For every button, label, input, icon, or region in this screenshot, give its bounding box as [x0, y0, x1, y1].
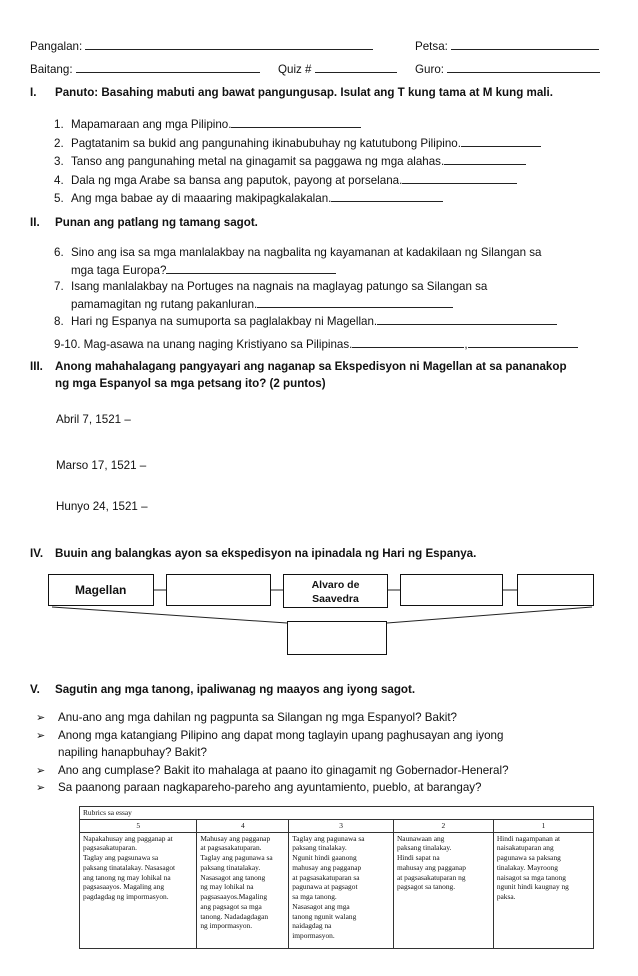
rubric-description-line: ng may lohikal na	[200, 882, 254, 892]
rubric-description-line: pagsasakatuparan.	[83, 843, 137, 853]
rubric-description-line: naisakatuparan ang	[496, 843, 554, 853]
list-item: 5. Ang mga babae ay di maaaring makipagkalakalan.	[54, 190, 443, 205]
rubric-description-line: pagunawa sa paksang	[496, 853, 561, 863]
answer-blank[interactable]	[257, 296, 453, 308]
date-label: Petsa:	[415, 40, 448, 53]
rubric-description-line: pagsagot sa tanong.	[396, 882, 456, 892]
diagram-box-label: Alvaro de Saavedra	[311, 579, 360, 605]
section-4-numeral: IV.	[30, 547, 44, 560]
question-item-continuation: napiling hanapbuhay? Bakit?	[58, 746, 207, 759]
rubric-description-line: mahusay ang pagganap	[292, 862, 362, 872]
rubric-description-line: tanong ngunit walang	[292, 911, 357, 921]
rubric-description-line: naisagot sa mga tanong	[496, 872, 566, 882]
question-item: ➢ Sa paanong paraan nagkapareho-pareho ang ayuntamiento, pueblo, at barangay?	[58, 781, 482, 794]
list-item-continuation: mga taga Europa?	[71, 262, 336, 277]
list-item: 6. Sino ang isa sa mga manlalakbay na nagbalita ng kayamanan at kadakilaan ng Silangan sa	[54, 246, 542, 259]
rubric-description-line: mahusay ang pagganap	[396, 862, 466, 872]
answer-blank[interactable]	[468, 336, 578, 348]
date-item: Hunyo 24, 1521 –	[56, 500, 148, 513]
rubric-score: 1	[493, 819, 593, 832]
rubric-description-line: sa mga tanong.	[292, 892, 337, 902]
grade-field[interactable]	[76, 61, 260, 73]
answer-blank[interactable]	[402, 172, 517, 184]
section-1-numeral: I.	[30, 86, 37, 99]
question-item: ➢ Anong mga katangiang Pilipino ang dapat mong taglayin upang paghusayan ang iyong	[58, 729, 503, 742]
answer-blank[interactable]	[352, 336, 464, 348]
diagram-box-blank[interactable]	[517, 574, 594, 606]
answer-blank[interactable]	[166, 262, 336, 274]
rubric-description-line: pagsasaayos.Magaling	[200, 892, 268, 902]
rubric-description-line: ng impormasyon.	[200, 921, 253, 931]
list-item-continuation: pamamagitan ng rutang pakanluran.	[71, 296, 453, 311]
date-field[interactable]	[451, 38, 599, 50]
section-5-numeral: V.	[30, 683, 40, 696]
rubric-description-line: naidagdag na	[292, 921, 332, 931]
rubric-description-line: ang pagsagot sa mga	[200, 901, 262, 911]
rubric-description-line: Nasasagot ang tanong	[200, 872, 266, 882]
list-item: 8. Hari ng Espanya na sumuporta sa paglalakbay ni Magellan.	[54, 313, 557, 328]
section-3-instruction-line2: ng mga Espanyol sa mga petsang ito? (2 puntos)	[55, 377, 326, 390]
rubric-description-line: Mahusay ang pagganap	[200, 833, 271, 843]
diagram-box-label: Magellan	[75, 583, 127, 597]
rubric-description-line: Taglay ang pagunawa sa	[292, 833, 365, 843]
answer-blank[interactable]	[444, 153, 526, 165]
rubric-title: Rubrics sa essay	[80, 807, 594, 820]
list-item: 1. Mapamaraan ang mga Pilipino.	[54, 116, 361, 131]
rubric-description	[493, 832, 593, 948]
section-5-instruction: V. Sagutin ang mga tanong, ipaliwanag ng maayos ang iyong sagot.	[30, 683, 416, 696]
grade-row	[30, 61, 260, 76]
question-item: ➢ Anu-ano ang mga dahilan ng pagpunta sa Silangan ng mga Espanyol? Bakit?	[58, 711, 457, 724]
rubric-description	[80, 832, 197, 948]
rubric-description-line: at pagsasakatuparan sa	[292, 872, 360, 882]
section-3-instruction: III. Anong mahahalagang pangyayari ang naganap sa Ekspedisyon ni Magellan at sa pananakop	[30, 360, 567, 373]
rubric-description-line: paksang tinatalakay.	[200, 862, 261, 872]
answer-blank[interactable]	[461, 135, 541, 147]
rubric-description-line: ang tanong ng may lohikal na	[83, 872, 171, 882]
rubric-description	[393, 832, 493, 948]
rubric-description-line: at pagsasakatuparan ng	[396, 872, 466, 882]
rubric-description-line: pagdagdag ng impormasyon.	[83, 892, 169, 902]
answer-blank[interactable]	[231, 116, 361, 128]
teacher-field[interactable]	[447, 61, 600, 73]
quiz-label: Quiz #	[278, 63, 312, 76]
question-item: ➢ Ano ang cumplase? Bakit ito mahalaga at paano ito ginagamit ng Gobernador-Heneral?	[58, 764, 509, 777]
section-1-text: Panuto: Basahing mabuti ang bawat pangungusap. Isulat ang T kung tama at M kung mali.	[55, 86, 553, 99]
rubric-description-line: tinalakay. Mayroong	[496, 862, 558, 872]
section-4-instruction: IV. Buuin ang balangkas ayon sa ekspedisyon na ipinadala ng Hari ng Espanya.	[30, 547, 477, 560]
section-3-numeral: III.	[30, 360, 43, 373]
rubric-table	[79, 806, 594, 949]
rubric-description-line: Hindi nagampanan at	[496, 833, 561, 843]
name-label: Pangalan:	[30, 40, 83, 53]
rubric-score-row	[80, 819, 594, 832]
rubric-description-line: ngunit hindi kaugnay ng	[496, 882, 569, 892]
section-2-instruction	[30, 216, 258, 229]
list-item: 3. Tanso ang pangunahing metal na ginagamit sa paggawa ng mga alahas.	[54, 153, 526, 168]
rubric-description-line: pagunawa at pagsagot	[292, 882, 358, 892]
rubric-description-line: Nasasagot ang mga	[292, 901, 350, 911]
rubric-description-line: Hindi sapat na	[396, 853, 440, 863]
rubric-description-line: paksa.	[496, 892, 516, 902]
rubric-score: 2	[393, 819, 493, 832]
rubric-description-line: pagsasaayos. Magaling ang	[83, 882, 165, 892]
rubric-score: 5	[80, 819, 197, 832]
name-row	[30, 38, 373, 53]
section-2-numeral: II.	[30, 216, 40, 229]
grade-label: Baitang:	[30, 63, 73, 76]
diagram-box-blank[interactable]	[166, 574, 271, 606]
answer-blank[interactable]	[331, 190, 443, 202]
rubric-description	[197, 832, 289, 948]
date-item: Abril 7, 1521 –	[56, 413, 131, 426]
list-item: 2. Pagtatanim sa bukid ang pangunahing ikinabubuhay ng katutubong Pilipino.	[54, 135, 541, 150]
list-item: 4. Dala ng mga Arabe sa bansa ang paputok, payong at porselana.	[54, 172, 517, 187]
diagram-box-magellan	[48, 574, 154, 606]
rubric-description-line: paksang tinalakay.	[396, 843, 452, 853]
rubric-description-line: paksang tinatalakay. Nasasagot	[83, 862, 176, 872]
rubric-description-line: paksang tinalakay.	[292, 843, 347, 853]
rubric-description-line: impormasyon.	[292, 931, 335, 941]
section-2-text: Punan ang patlang ng tamang sagot.	[55, 216, 258, 229]
list-item: 9-10. Mag-asawa na unang naging Kristiyano sa Pilipinas. ,	[54, 336, 578, 351]
list-item: 7. Isang manlalakbay na Portuges na nagnais na maglayag patungo sa Silangan sa	[54, 280, 488, 293]
quiz-field[interactable]	[315, 61, 397, 73]
rubric-description-line: Naunawaan ang	[396, 833, 445, 843]
rubric-score: 3	[289, 819, 394, 832]
diagram-box-alvaro	[283, 574, 388, 608]
section-1-instruction	[30, 86, 553, 99]
rubric-description-line: Taglay ang pagunawa sa	[200, 853, 273, 863]
rubric-description-line: at pagsasakatuparan.	[200, 843, 262, 853]
rubric-description	[289, 832, 394, 948]
answer-blank[interactable]	[377, 313, 557, 325]
quiz-row	[278, 61, 397, 76]
diagram-box-blank[interactable]	[400, 574, 503, 606]
date-item: Marso 17, 1521 –	[56, 459, 147, 472]
rubric-description-row	[80, 832, 594, 948]
rubric-score: 4	[197, 819, 289, 832]
rubric-description-line: Napakahusay ang pagganap at	[83, 833, 173, 843]
date-row	[415, 38, 599, 53]
diagram-box-blank[interactable]	[287, 621, 387, 655]
teacher-row	[415, 61, 600, 76]
rubric-description-line: tanong. Nadadagdagan	[200, 911, 269, 921]
teacher-label: Guro:	[415, 63, 444, 76]
rubric-description-line: Taglay ang pagsunawa sa	[83, 853, 159, 863]
name-field[interactable]	[85, 38, 373, 50]
rubric-description-line: Ngunit hindi gaanong	[292, 853, 357, 863]
